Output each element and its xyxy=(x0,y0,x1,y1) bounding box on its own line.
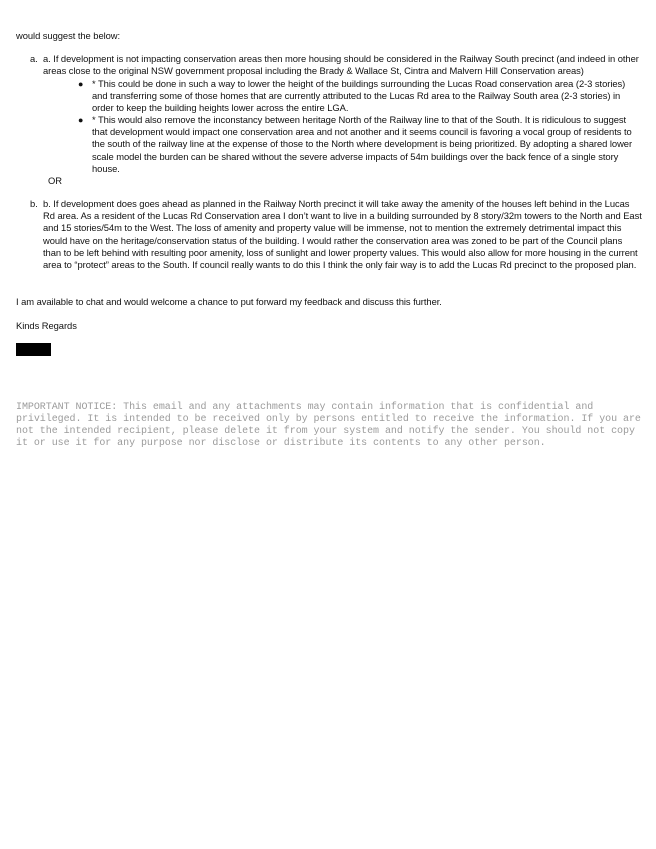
intro-text: would suggest the below: xyxy=(16,30,121,41)
confidentiality-notice: IMPORTANT NOTICE: This email and any attachments may contain information that is confidential and privileged. It is intended to be received only by persons entitled to receive the information. If you are not the intended recipient, please delete it from your system and notify the sender. You should not copy it or use it for any purpose nor disclose or distribute its contents to any other person. xyxy=(16,402,641,449)
bullet-item-2-text: * This would also remove the inconstancy between heritage North of the Railway line to that of the South. It is ridiculous to suggest that development would impact one conservation area and not another and it seems council is favoring a vocal group of residents to the south of the railway line at the expense of those to the North where development is being prioritized. By adopting a shared lower scale model the burden can be shared without the severe adverse impacts of 54m buildings over the back fence of a single story house. xyxy=(92,114,633,174)
list-item-a-text: a. If development is not impacting conservation areas then more housing should be considered in the Railway South precinct (and indeed in other areas close to the original NSW government proposal including the Brady & Wallace St, Cintra and Malvern Hill Conservation areas) xyxy=(43,53,639,77)
bullet-dot-icon: ● xyxy=(78,115,84,125)
bullet-item-1-text: * This could be done in such a way to lower the height of the buildings surrounding the Lucas Road conservation area (2-3 stories) and transferring some of those homes that are currently attributed to the Lucas Rd area to the Railway South area (2-3 stories) in order to keep the building heights lower across the entire LGA. xyxy=(92,78,626,114)
list-item-b xyxy=(30,198,642,271)
closing-paragraph: I am available to chat and would welcome a chance to put forward my feedback and discuss this further. xyxy=(16,296,442,307)
signoff-text: Kinds Regards xyxy=(16,320,77,331)
list-item-b-text: b. If development does goes ahead as planned in the Railway North precinct it will take away the amenity of the houses left behind in the Lucas Rd area. As a resident of the Lucas Rd Conservation area I don’t want to live in a building surrounded by 8 story/32m towers to the North and East and 15 stories/54m to the West. The loss of amenity and property value will be immense, not to mention the extremely detrimental impact this would have on the heritage/conservation status of the building. I would rather the conservation area was zoned to be part of the Council plans than to be left behind with resulting poor amenity, loss of sunlight and lower property values. This would also allow for more housing in the current area to “protect” areas to the South. If council really wants to do this I think the only fair way is to add the Lucas Rd precinct to the proposed plan. xyxy=(43,198,642,271)
list-item-a xyxy=(30,53,642,77)
bullet-item-1 xyxy=(78,78,643,115)
or-separator: OR xyxy=(48,175,62,186)
redacted-signature xyxy=(16,343,51,356)
list-marker-b: b. xyxy=(30,198,38,209)
list-marker-a: a. xyxy=(30,53,38,64)
bullet-dot-icon: ● xyxy=(78,79,84,89)
bullet-item-2 xyxy=(78,114,643,175)
